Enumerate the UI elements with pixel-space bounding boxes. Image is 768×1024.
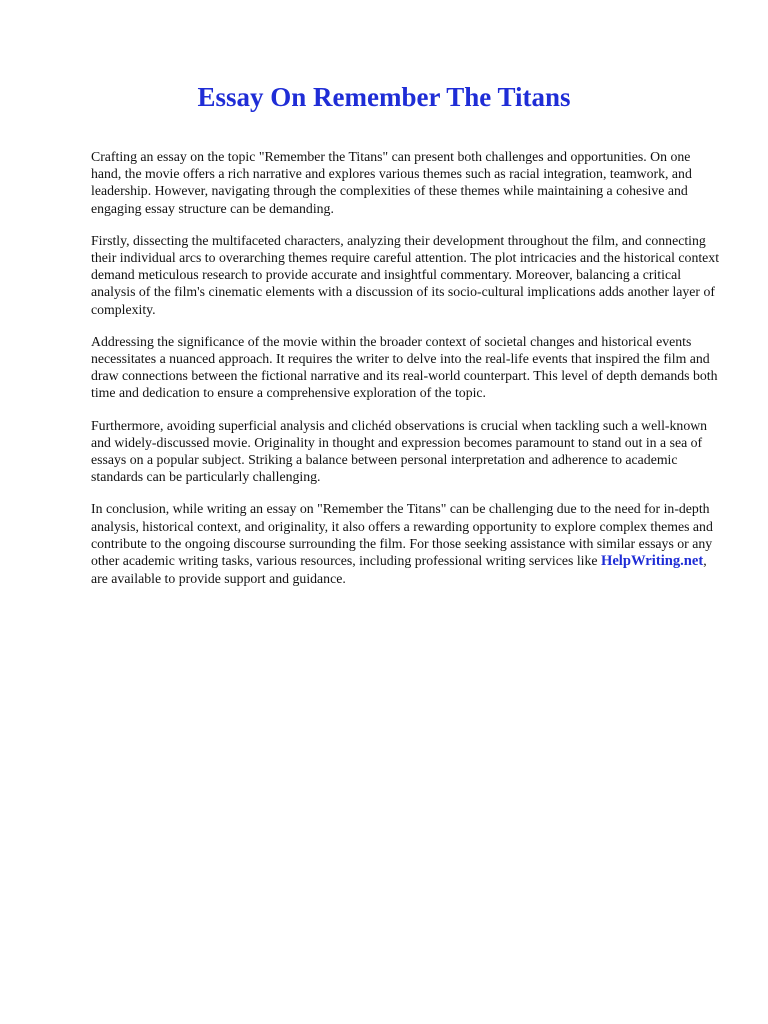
page-title: Essay On Remember The Titans [197,82,571,112]
paragraph-intro: Crafting an essay on the topic "Remember the Titans" can present both challenges and opportunities. On one hand, the movie offers a rich narrative and explores various themes such as racial integration, teamwork, and leadership. However, navigating through the complexities of these themes while maintaining a cohesive and engaging essay structure can be demanding. [91,149,692,216]
paragraph-characters: Firstly, dissecting the multifaceted characters, analyzing their development throughout the film, and connecting their individual arcs to overarching themes require careful attention. The plot intricacies and the historical context demand meticulous research to provide accurate and insightful commentary. Moreover, balancing a critical analysis of the film's cinematic elements with a discussion of its socio-cultural implications adds another layer of complexity. [91,232,720,317]
paragraph-conclusion [91,500,721,587]
paragraph-originality: Furthermore, avoiding superficial analysis and clichéd observations is crucial when tackling such a well-known and widely-discussed movie. Originality in thought and expression becomes paramount to stand out in a sea of essays on a popular subject. Striking a balance between personal interpretation and adherence to academic standards can be particularly challenging. [91,417,708,485]
helpwriting-link[interactable]: HelpWriting.net [600,553,704,570]
paragraph-significance: Addressing the significance of the movie within the broader context of societal changes and historical events necessitates a nuanced approach. It requires the writer to delve into the real-life events that inspired the film and draw connections between the fictional narrative and its real-world counterpart. This level of depth demands both time and dedication to ensure a comprehensive exploration of the topic. [91,333,718,401]
conclusion-text-after-link: , are available to provide support and guidance. [91,553,707,587]
conclusion-text-before-link: In conclusion, while writing an essay on "Remember the Titans" can be challenging due to the need for in-depth analysis, historical context, and originality, it also offers a rewarding opportunity to explore complex themes and contribute to the ongoing discourse surrounding the film. For those seeking assistance with similar essays or any other academic writing tasks, various resources, including professional writing services like [91,501,713,569]
essay-body [91,148,721,602]
